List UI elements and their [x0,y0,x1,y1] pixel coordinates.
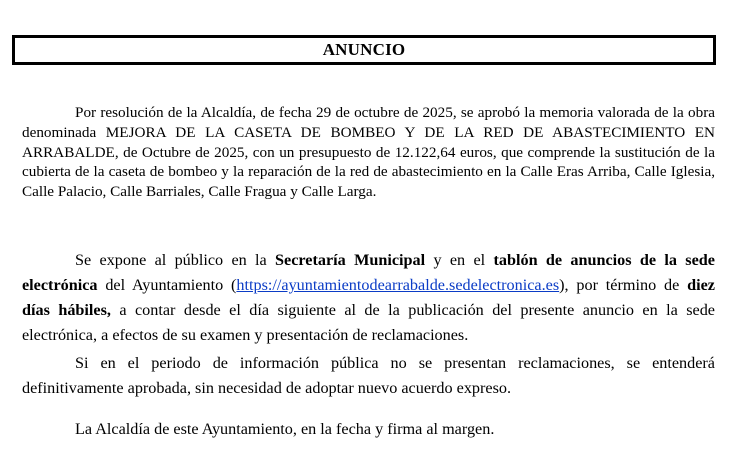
announcement-title: ANUNCIO [322,40,406,59]
announcement-title-box [12,35,716,65]
diez-dias-habiles: diez días hábiles, [22,276,715,319]
paragraph-exposure [22,248,715,348]
sede-electronica-link[interactable]: https://ayuntamientodearrabalde.sedelectronica.es [236,276,560,294]
secretaria-municipal: Secretaría Municipal [275,251,426,269]
exposure-text-5: a contar desde el día siguiente al de la publicación del presente anuncio en la sede electrónica, a efectos de su examen y presentación de reclamaciones. [22,301,715,344]
paragraph-closing [22,417,715,442]
resolution-text: Por resolución de la Alcaldía, de fecha 29 de octubre de 2025, se aprobó la memoria valorada de la obra denominada MEJORA DE LA CASETA DE BOMBEO Y DE LA RED DE ABASTECIMIENTO EN ARRABALDE, de Octubre de 2025, con un presupuesto de 12.122,64 euros, que comprende la sustitución de la cubierta de la caseta de bombeo y la reparación de la red de abastecimiento en la Calle Eras Arriba, Calle Iglesia, Calle Palacio, Calle Barriales, Calle Fragua y Calle Larga. [22,104,715,201]
exposure-text-4: ), por término de [559,276,688,294]
paragraph-approval [22,351,715,401]
tablon-anuncios: tablón de anuncios de la sede electrónica [22,251,715,294]
exposure-text-2: y en el [425,251,494,269]
paragraph-resolution [22,103,715,202]
closing-text: La Alcaldía de este Ayuntamiento, en la fecha y firma al margen. [75,420,495,438]
exposure-text-3: del Ayuntamiento ( [97,276,237,294]
approval-text: Si en el periodo de información pública no se presentan reclamaciones, se entenderá definitivamente aprobada, sin necesidad de adoptar nuevo acuerdo expreso. [22,354,715,397]
exposure-text-1: Se expone al público en la [75,251,276,269]
